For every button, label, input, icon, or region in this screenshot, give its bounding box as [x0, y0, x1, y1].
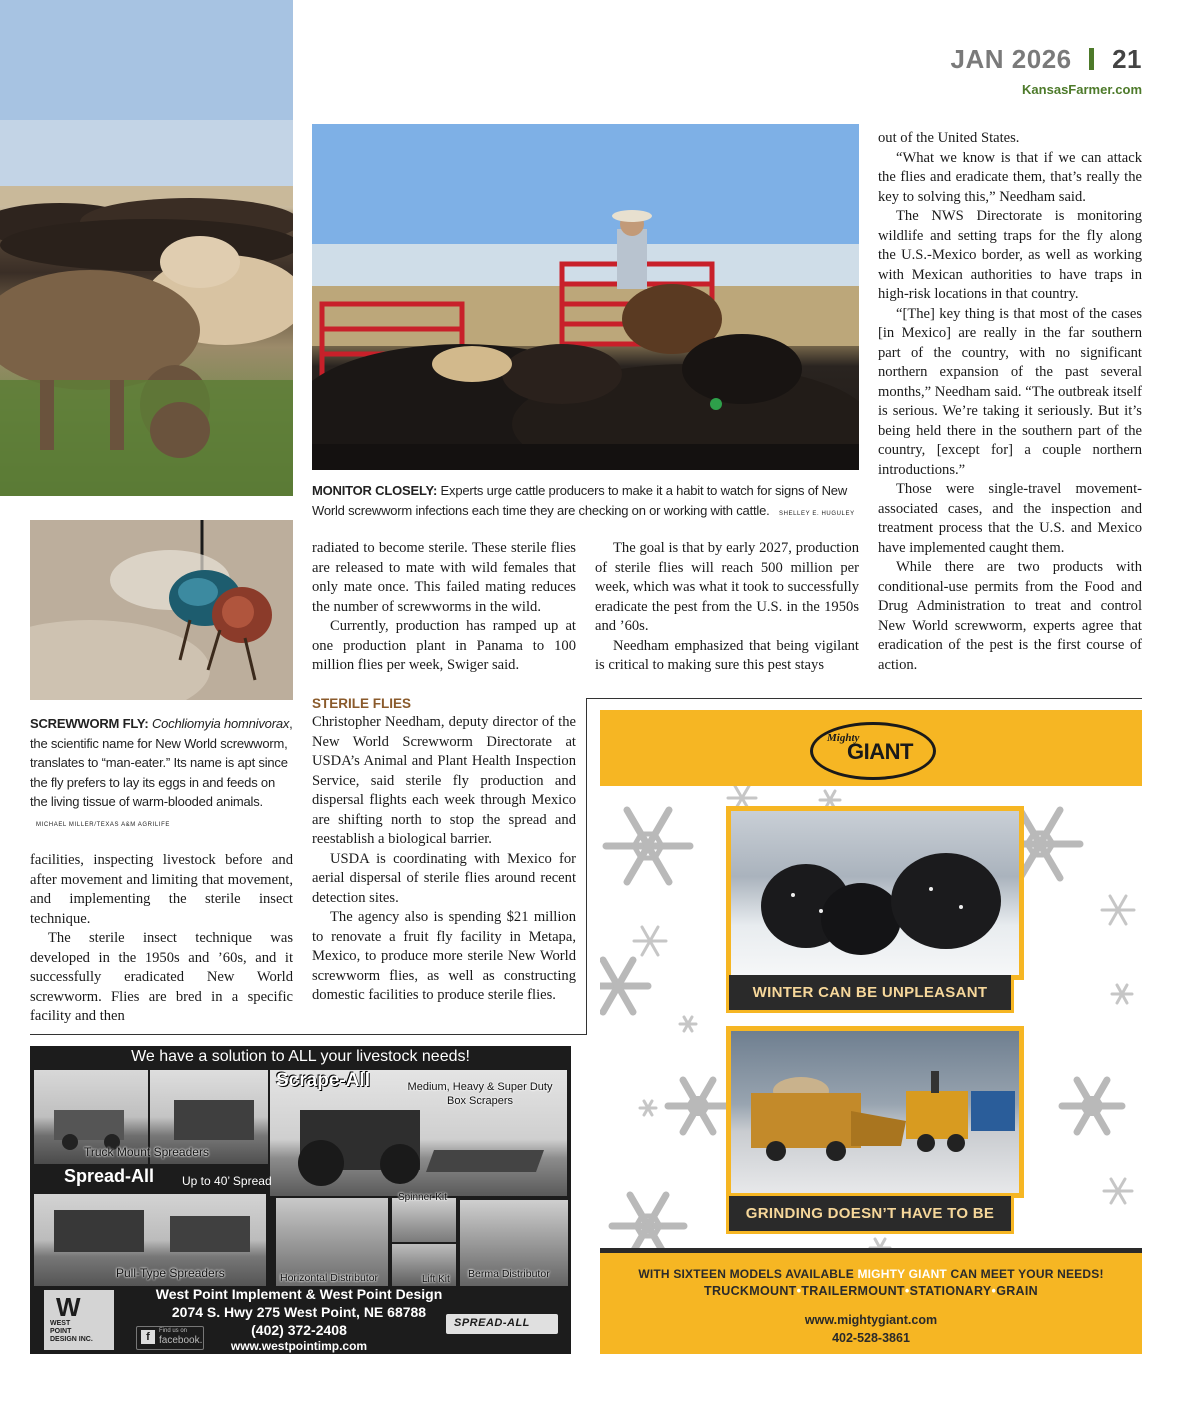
paragraph: Those were single-travel movement-associated cases, and the inspection and treatment process that the U.S. and Mexico have implemented caught them. — [878, 481, 1142, 556]
facebook-text: facebook. — [159, 1335, 203, 1346]
mighty-giant-logo — [810, 722, 936, 780]
fly-caption-label: SCREWWORM FLY: — [30, 716, 149, 731]
paragraph: The agency also is spending $21 million to renovate a fruit fly facility in Metapa, Mexico, to produce more sterile New World screwworm flies, as well as constructing domestic facilities to produce sterile flies. — [312, 909, 576, 1003]
berma-distributor-label: Berma Distributor — [468, 1268, 550, 1280]
paragraph: facilities, inspecting livestock before and after movement and limiting that movement, and implementing the sterile insect technique. — [30, 852, 293, 927]
logo-big-text: GIANT — [847, 739, 913, 764]
ranch-caption-text: Experts urge cattle producers to make it a habit to watch for signs of New World screwworm infections each time they are checking on or working with cattle. — [312, 483, 848, 518]
ranch-caption — [312, 481, 859, 524]
fly-scientific-name: Cochliomyia homnivorax — [151, 716, 290, 731]
west-point-advertisement[interactable] — [30, 1046, 571, 1354]
model-item: TRAILERMOUNT — [801, 1284, 905, 1298]
model-item: STATIONARY — [909, 1284, 992, 1298]
fly-caption-text: , the scientific name for New World screwworm, translates to “man-eater.” Its name is apt since the fly prefers to lay its eggs in and feeds on the living tissue of warm-blooded animals. — [30, 716, 293, 809]
article-column-3 — [595, 539, 859, 676]
west-point-logo: W WEST POINT DESIGN INC. — [44, 1290, 114, 1350]
paragraph: Christopher Needham, deputy director of the New World Screwworm Directorate at USDA’s Animal and Plant Health Inspection Service, said sterile fly production and dispersal flights each week through Mexico are shifting north to stop the spread and reestablish a biological barrier. — [312, 714, 576, 847]
winter-cattle-photo — [726, 806, 1024, 980]
paragraph: “What we know is that if we can attack the flies and eradicate them, that’s really the key to solving this,” Needham said. — [878, 149, 1142, 205]
logo-line-2: POINT — [50, 1328, 72, 1335]
company-address: 2074 S. Hwy 275 West Point, NE 68788 — [171, 1304, 427, 1320]
spread-all-label: Spread-All — [64, 1166, 155, 1186]
cattle-grazing-photo — [0, 0, 293, 496]
spread-all-logo — [446, 1314, 558, 1334]
cattle-pen-photo — [312, 124, 859, 470]
logo-line-3: DESIGN INC. — [50, 1336, 93, 1343]
tagline-pre: WITH SIXTEEN MODELS AVAILABLE — [638, 1267, 854, 1281]
grinder-photo — [726, 1026, 1024, 1198]
ranch-caption-label: MONITOR CLOSELY: — [312, 483, 438, 498]
spread-all-logo-text: SPREAD-ALL — [454, 1317, 530, 1329]
box-scrapers-label: Medium, Heavy & Super Duty Box Scrapers — [407, 1081, 553, 1107]
paragraph: Currently, production has ramped up at one production plant in Panama to 100 million flies per week, Swiger said. — [312, 618, 576, 673]
model-item: GRAIN — [996, 1284, 1038, 1298]
article-column-4 — [878, 129, 1142, 675]
tagline-post: CAN MEET YOUR NEEDS! — [950, 1267, 1104, 1281]
paragraph: out of the United States. — [878, 130, 1020, 146]
spinner-kit-label: Spinner Kit — [398, 1192, 447, 1203]
header-divider — [1089, 48, 1094, 70]
ad-bottom-band — [600, 1248, 1142, 1354]
mighty-phone[interactable]: 402-528-3861 — [832, 1331, 910, 1345]
article-column-1 — [30, 851, 293, 1027]
section-subhead: STERILE FLIES — [312, 695, 412, 711]
winter-banner-text: WINTER CAN BE UNPLEASANT — [752, 984, 988, 1001]
logo-small-text: Mighty — [827, 732, 860, 744]
fly-caption — [30, 714, 293, 835]
page-header — [940, 44, 1142, 104]
page-number: 21 — [1112, 44, 1142, 74]
screwworm-fly-photo — [30, 520, 293, 700]
article-divider — [586, 698, 1142, 699]
site-link[interactable]: KansasFarmer.com — [1022, 82, 1142, 97]
paragraph: USDA is coordinating with Mexico for aerial dispersal of sterile flies around recent detection sites. — [312, 850, 576, 906]
fly-photo-credit: MICHAEL MILLER/TEXAS A&M AGRILIFE — [36, 821, 170, 828]
company-website[interactable]: www.westpointimp.com — [230, 1339, 368, 1353]
ad-headline: We have a solution to ALL your livestock needs! — [131, 1048, 470, 1065]
article-column-2 — [312, 539, 576, 1006]
model-item: TRUCKMOUNT — [704, 1284, 797, 1298]
up-to-spread-label: Up to 40’ Spread — [182, 1174, 272, 1188]
logo-line-1: WEST — [50, 1320, 71, 1327]
article-divider — [586, 698, 587, 1034]
grinding-banner-text: GRINDING DOESN’T HAVE TO BE — [745, 1205, 995, 1222]
issue-date: JAN 2026 — [950, 44, 1072, 74]
paragraph: The sterile insect technique was developed in the 1950s and ’60s, and it successfully eradicated New World screwworm. Flies are bred in a specific facility and then — [30, 930, 293, 1024]
article-divider — [30, 1034, 587, 1035]
paragraph: The NWS Directorate is monitoring wildlife and setting traps for the fly along the U.S.-Mexico border, as well as working with Mexican authorities to have traps in high-risk locations in that country. — [878, 208, 1142, 302]
paragraph: radiated to become sterile. These sterile flies are released to mate with wild females that only mate once. This failed mating reduces the number of screwworms in the wild. — [312, 540, 576, 615]
paragraph: Needham emphasized that being vigilant is critical to making sure this pest stays — [595, 637, 859, 673]
paragraph: “[The] key thing is that most of the cases [in Mexico] are really in the far southern part of the country, with no significant northern expansion of the past several months,” Needham said. “The outbreak itself is serious. We’re taking it seriously. But it’s being held there in the southern part of the country, [except for] a couple northern introductions.” — [878, 305, 1142, 478]
grinding-banner — [726, 1196, 1014, 1234]
truck-mount-label: Truck Mount Spreaders — [84, 1145, 209, 1159]
mighty-website[interactable]: www.mightygiant.com — [804, 1313, 938, 1327]
model-list: TRUCKMOUNT•TRAILERMOUNT•STATIONARY•GRAIN — [704, 1284, 1038, 1298]
winter-banner — [726, 975, 1014, 1013]
company-phone[interactable]: (402) 372-2408 — [251, 1322, 347, 1338]
tagline-brand: MIGHTY GIANT — [857, 1267, 947, 1281]
tagline — [600, 1267, 1142, 1281]
scrape-all-label: Scrape-All — [276, 1070, 370, 1091]
company-name: West Point Implement & West Point Design — [155, 1286, 443, 1302]
mighty-giant-advertisement[interactable] — [600, 710, 1142, 1354]
lift-kit-label: Lift Kit — [422, 1274, 450, 1285]
paragraph: The goal is that by early 2027, production of sterile flies will reach 500 million per week, which was what it took to successfully eradicate the pest from the U.S. in the 1950s and ’60s. — [595, 540, 859, 634]
spinner-kit-photo — [392, 1198, 456, 1242]
paragraph: While there are two products with conditional-use permits from the Food and Drug Administration to treat and control New World screwworm, experts agree that eradication of the pest is the first course of action. — [878, 559, 1142, 673]
facebook-icon: f — [141, 1330, 155, 1344]
find-us-text: Find us on — [159, 1328, 188, 1334]
horizontal-distributor-label: Horizontal Distributor — [280, 1272, 379, 1284]
pull-type-label: Pull-Type Spreaders — [116, 1266, 225, 1280]
ranch-photo-credit: SHELLEY E. HUGULEY — [778, 510, 855, 517]
